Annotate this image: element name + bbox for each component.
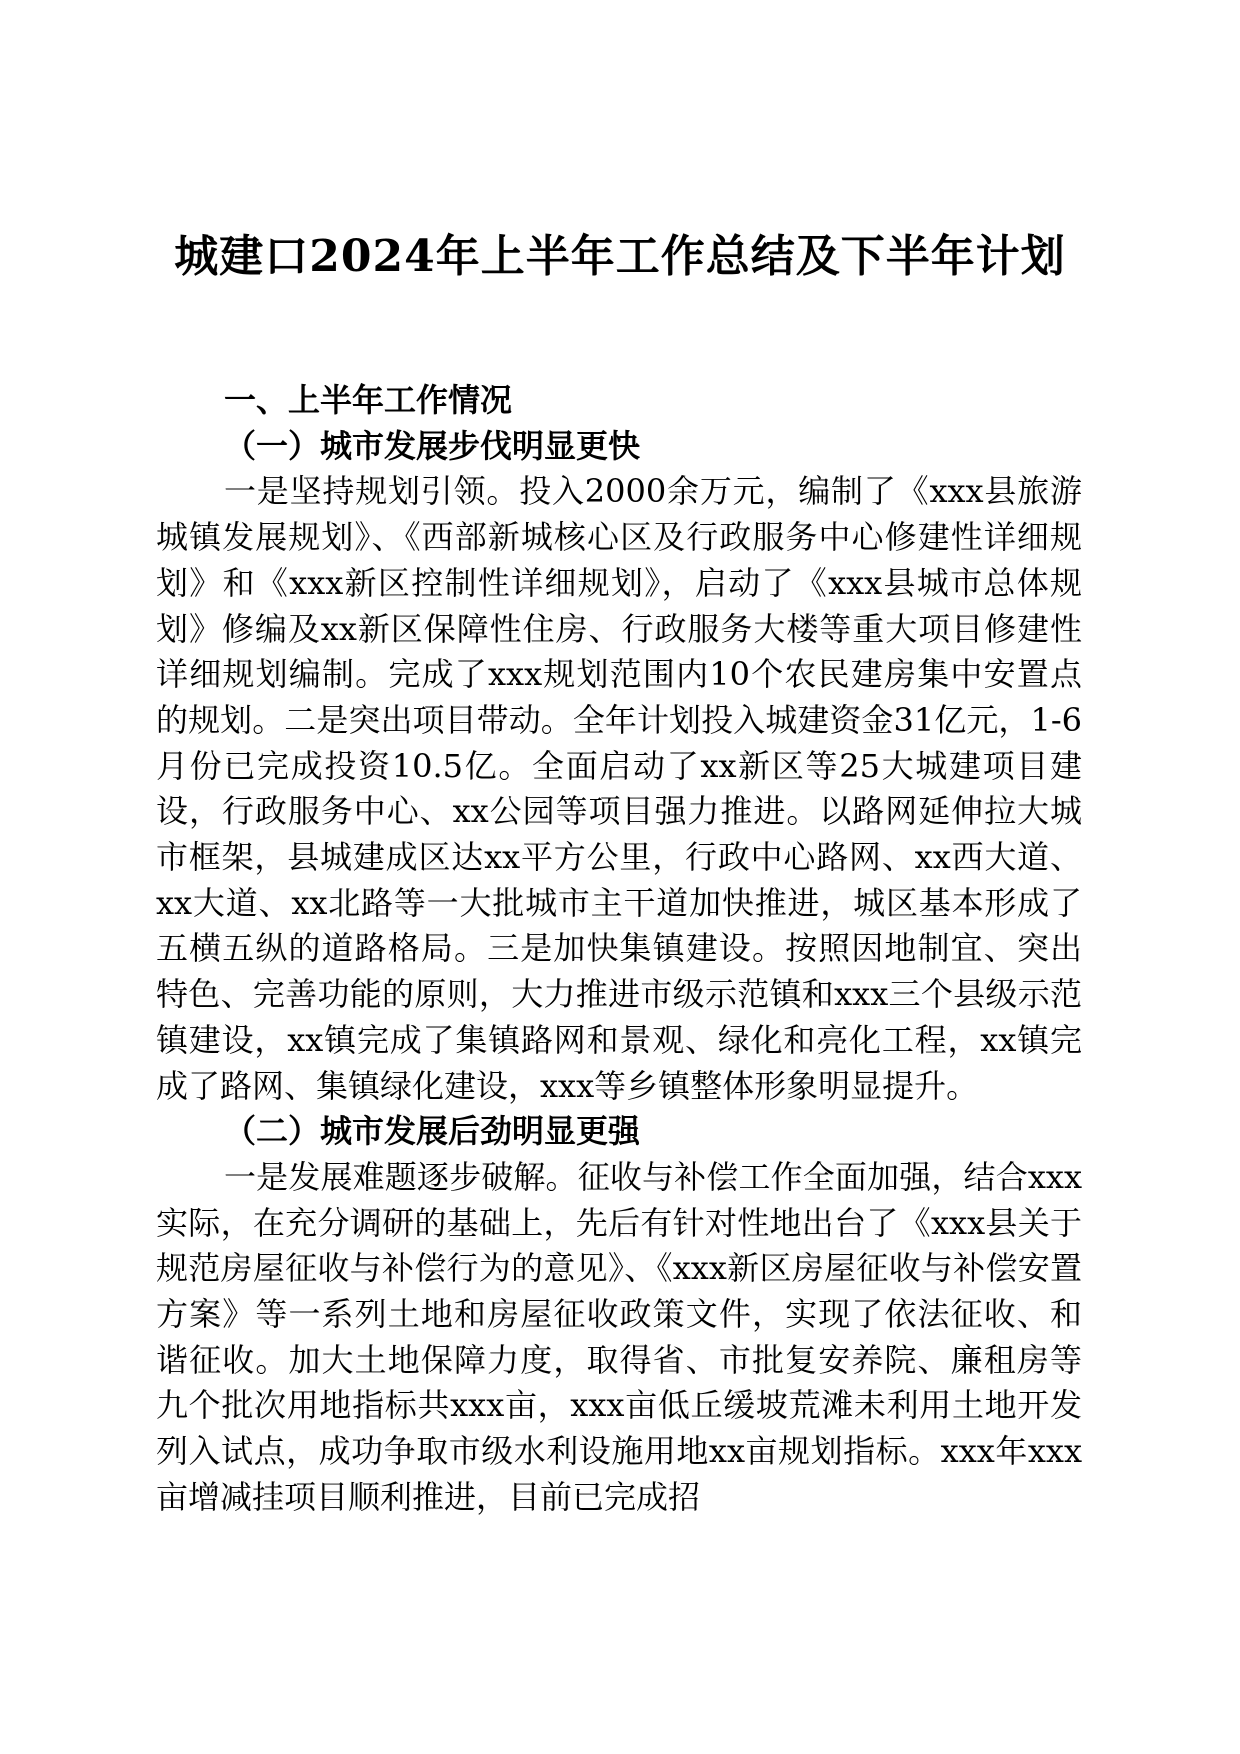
subsection-heading-1: （一）城市发展步伐明显更快: [224, 426, 641, 465]
document-body: [156, 378, 1082, 1521]
subsection-heading-2: （二）城市发展后劲明显更强: [224, 1112, 641, 1151]
paragraph-2: 一是发展难题逐步破解。征收与补偿工作全面加强，结合xxx实际，在充分调研的基础上，先后有针对性地出台了《xxx县关于规范房屋征收与补偿行为的意见》、《xxx新区房屋征收与补偿安置方案》等一系列土地和房屋征收政策文件，实现了依法征收、和谐征收。加大土地保障力度，取得省、市批复安养院、廉租房等九个批次用地指标共xxx亩，xxx亩低丘缓坡荒滩未利用土地开发列入试点，成功争取市级水利设施用地xx亩规划指标。xxx年xxx亩增减挂项目顺利推进，目前已完成招: [156, 1157, 1082, 1516]
paragraph-1: 一是坚持规划引领。投入2000余万元，编制了《xxx县旅游城镇发展规划》、《西部新城核心区及行政服务中心修建性详细规划》和《xxx新区控制性详细规划》，启动了《xxx县城市总体规划》修编及xx新区保障性住房、行政服务大楼等重大项目修建性详细规划编制。完成了xxx规划范围内10个农民建房集中安置点的规划。二是突出项目带动。全年计划投入城建资金31亿元，1-6月份已完成投资10.5亿。全面启动了xx新区等25大城建项目建设，行政服务中心、xx公园等项目强力推进。以路网延伸拉大城市框架，县城建成区达xx平方公里，行政中心路网、xx西大道、xx大道、xx北路等一大批城市主干道加快推进，城区基本形成了五横五纵的道路格局。三是加快集镇建设。按照因地制宜、突出特色、完善功能的原则，大力推进市级示范镇和xxx三个县级示范镇建设，xx镇完成了集镇路网和景观、绿化和亮化工程，xx镇完成了路网、集镇绿化建设，xxx等乡镇整体形象明显提升。: [156, 472, 1082, 1105]
section-heading-1: 一、上半年工作情况: [224, 381, 513, 419]
document-title: 城建口2024年上半年工作总结及下半年计划: [174, 231, 1066, 282]
